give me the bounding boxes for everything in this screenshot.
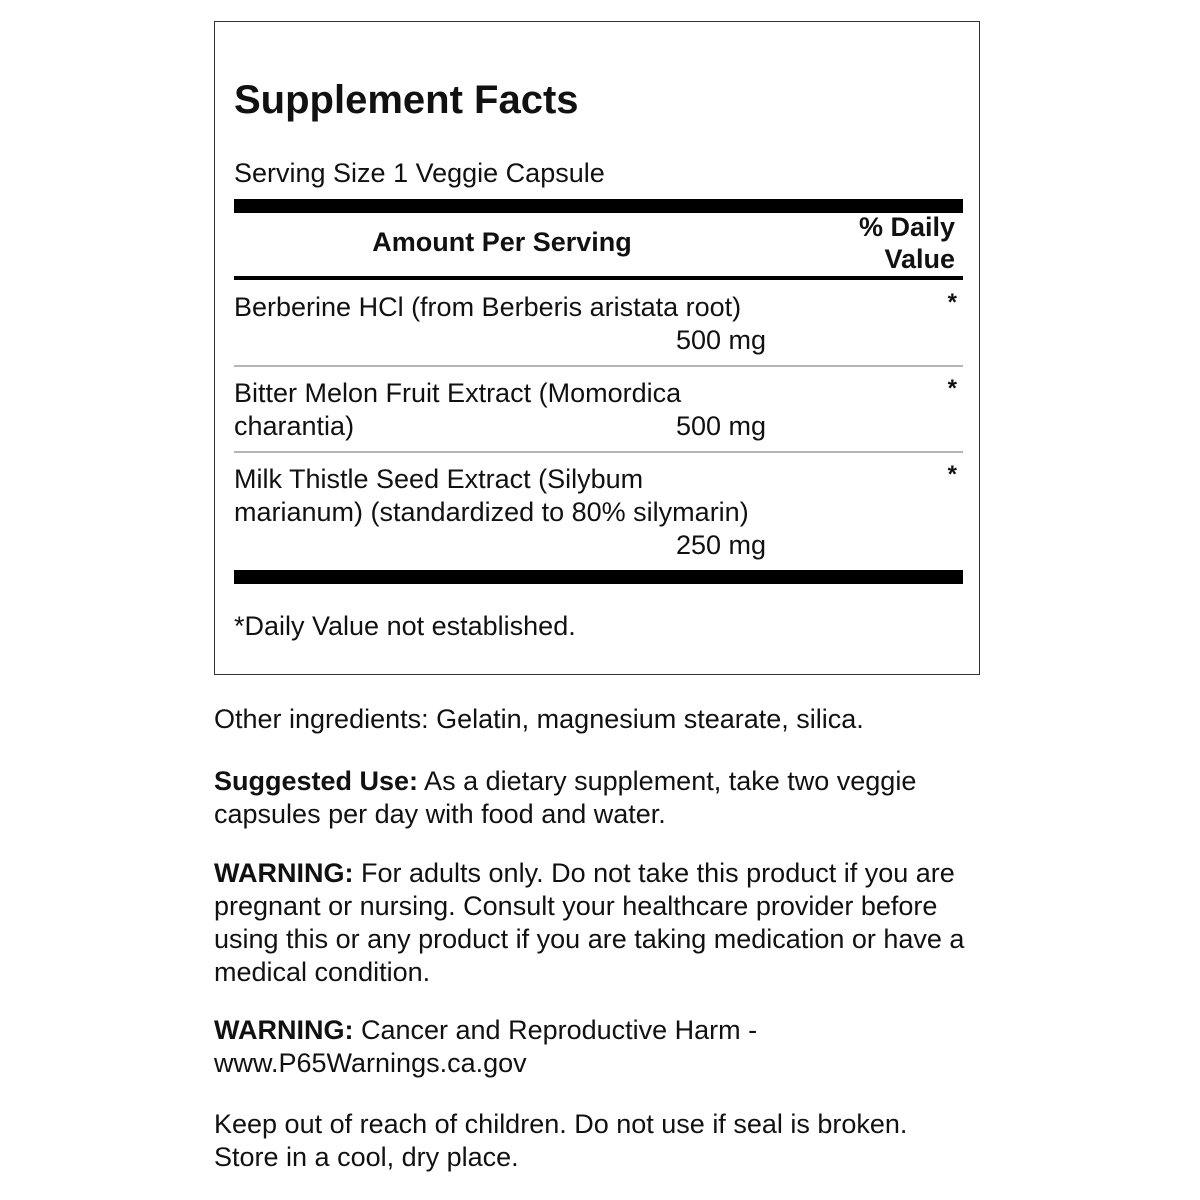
daily-value-footnote: *Daily Value not established. — [234, 611, 576, 641]
ingredient-amount: 500 mg — [675, 325, 766, 355]
daily-value-header — [815, 211, 955, 275]
header-divider — [234, 276, 963, 280]
other-ingredients: Other ingredients: Gelatin, magnesium stearate, silica. — [214, 704, 864, 734]
row-divider — [234, 365, 963, 367]
ingredient-amount: 500 mg — [675, 411, 766, 441]
serving-size: Serving Size 1 Veggie Capsule — [234, 158, 605, 188]
row-divider — [234, 451, 963, 453]
ingredient-daily-value: * — [947, 375, 957, 402]
warning-text: Cancer and Reproductive Harm - www.P65Warnings.ca.gov — [214, 1015, 758, 1078]
thick-divider-bottom — [234, 570, 963, 584]
suggested-use — [214, 765, 994, 831]
amount-per-serving-header: Amount Per Serving — [372, 227, 632, 257]
warning-text: For adults only. Do not take this product if you are pregnant or nursing. Consult your healthcare provider before using this or any product if you are taking medication or have a medical condition. — [214, 858, 965, 987]
warning-adults — [214, 857, 994, 989]
ingredient-name: Milk Thistle Seed Extract (Silybum marianum) (standardized to 80% silymarin) — [234, 464, 749, 527]
suggested-use-label: Suggested Use: — [214, 766, 419, 796]
ingredient-amount: 250 mg — [675, 530, 766, 560]
suggested-use-text: As a dietary supplement, take two veggie capsules per day with food and water. — [214, 766, 917, 829]
warning-label: WARNING: — [214, 1015, 354, 1045]
ingredient-name: Berberine HCl (from Berberis aristata root) — [234, 292, 742, 322]
ingredient-daily-value: * — [947, 461, 957, 488]
facts-title: Supplement Facts — [234, 78, 579, 122]
ingredient-daily-value: * — [947, 289, 957, 316]
warning-label: WARNING: — [214, 858, 354, 888]
daily-value-header-line1: % Daily — [858, 212, 955, 242]
daily-value-header-line2: Value — [884, 244, 955, 274]
supplement-facts-panel — [214, 21, 980, 675]
storage-instructions: Keep out of reach of children. Do not use if seal is broken. Store in a cool, dry place. — [214, 1109, 908, 1172]
ingredient-name: Bitter Melon Fruit Extract (Momordica charantia) — [234, 378, 682, 441]
warning-prop65 — [214, 1014, 814, 1080]
